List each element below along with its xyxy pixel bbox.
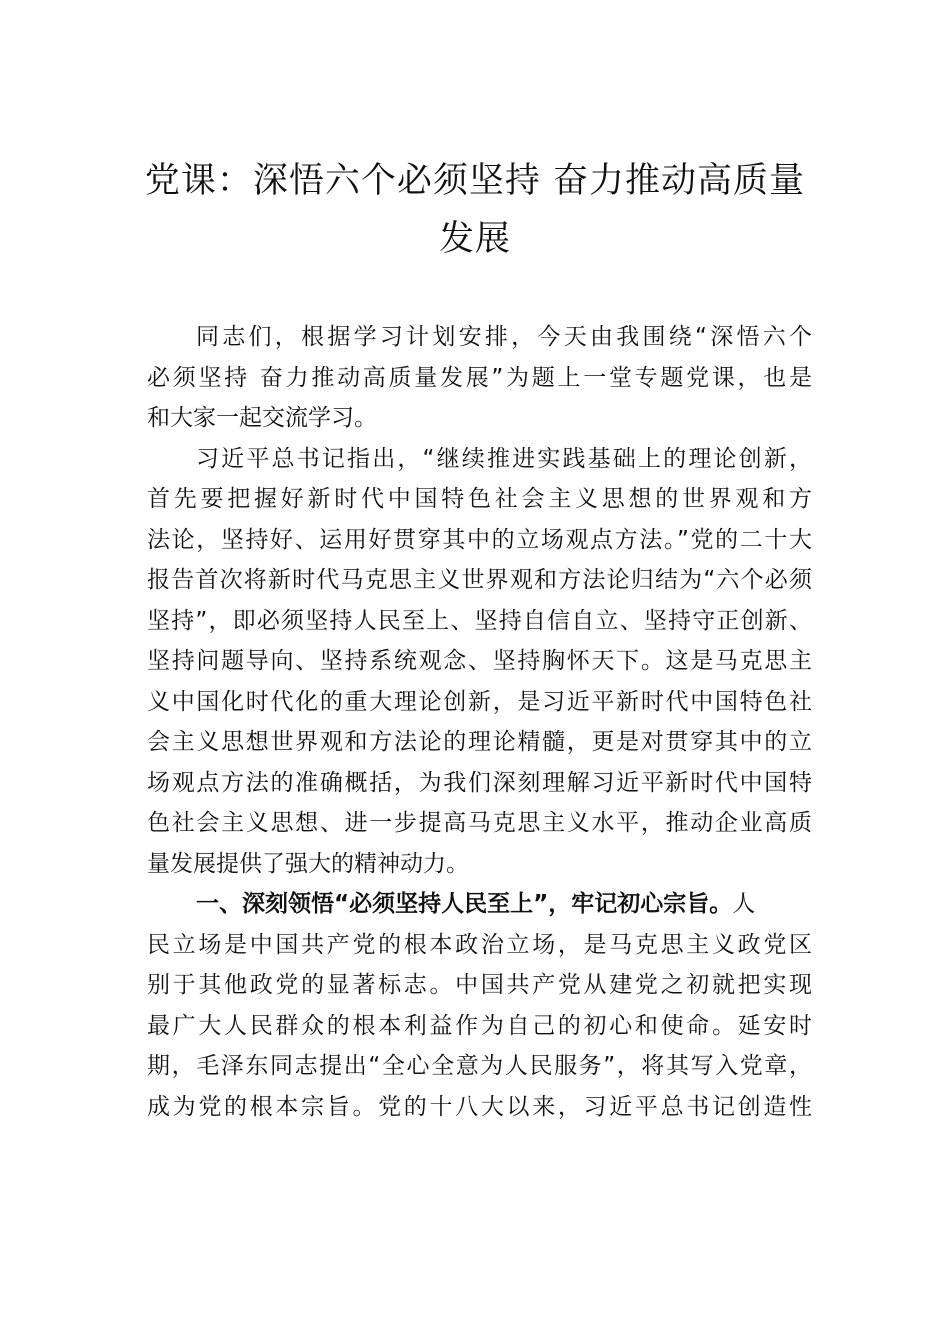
text-line: 会主义思想世界观和方法论的理论精髓，更是对贯穿其中的立 <box>147 729 812 755</box>
text-line: 习近平总书记指出，“继续推进实践基础上的理论创新， <box>196 445 812 472</box>
text-line: 坚持”，即必须坚持人民至上、坚持自信自立、坚持守正创新、 <box>147 607 812 634</box>
text-line: 量发展提供了强大的精神动力。 <box>147 850 469 877</box>
text-line: 和大家一起交流学习。 <box>147 405 377 431</box>
text-line: 同志们，根据学习计划安排，今天由我围绕“深悟六个 <box>196 324 812 350</box>
document-body <box>147 317 812 1127</box>
text-line: 报告首次将新时代马克思主义世界观和方法论归结为“六个必须 <box>147 567 812 593</box>
text-line: 民立场是中国共产党的根本政治立场，是马克思主义政党区 <box>147 931 812 958</box>
text-line: 最广大人民群众的根本利益作为自己的初心和使命。延安时 <box>147 1012 812 1039</box>
paragraph-section-one <box>147 884 812 1127</box>
text-line: 成为党的根本宗旨。党的十八大以来，习近平总书记创造性 <box>147 1093 812 1120</box>
text-line: 坚持问题导向、坚持系统观念、坚持胸怀天下。这是马克思主 <box>147 648 812 674</box>
heading-tail: 人 <box>732 891 756 917</box>
paragraph-quote <box>147 439 812 885</box>
text-line: 别于其他政党的显著标志。中国共产党从建党之初就把实现 <box>147 972 812 998</box>
text-line: 色社会主义思想、进一步提高马克思主义水平，推动企业高质 <box>147 810 812 836</box>
title-line: 发展 <box>438 219 511 259</box>
text-line: 义中国化时代化的重大理论创新，是习近平新时代中国特色社 <box>147 688 812 715</box>
text-line: 首先要把握好新时代中国特色社会主义思想的世界观和方 <box>147 486 812 512</box>
section-heading-line <box>147 884 812 925</box>
text-line: 场观点方法的准确概括，为我们深刻理解习近平新时代中国特 <box>147 769 812 796</box>
text-line: 必须坚持 奋力推动高质量发展”为题上一堂专题党课，也是 <box>147 364 812 391</box>
title-line: 党课：深悟六个必须坚持 奋力推动高质量 <box>144 161 806 201</box>
document-title <box>140 152 810 268</box>
paragraph-intro <box>147 317 812 439</box>
section-heading: 一、深刻领悟“必须坚持人民至上”，牢记初心宗旨。 <box>196 891 733 917</box>
text-line: 期，毛泽东同志提出“全心全意为人民服务”，将其写入党章， <box>147 1053 812 1079</box>
text-line: 法论，坚持好、运用好贯穿其中的立场观点方法。”党的二十大 <box>147 526 812 553</box>
